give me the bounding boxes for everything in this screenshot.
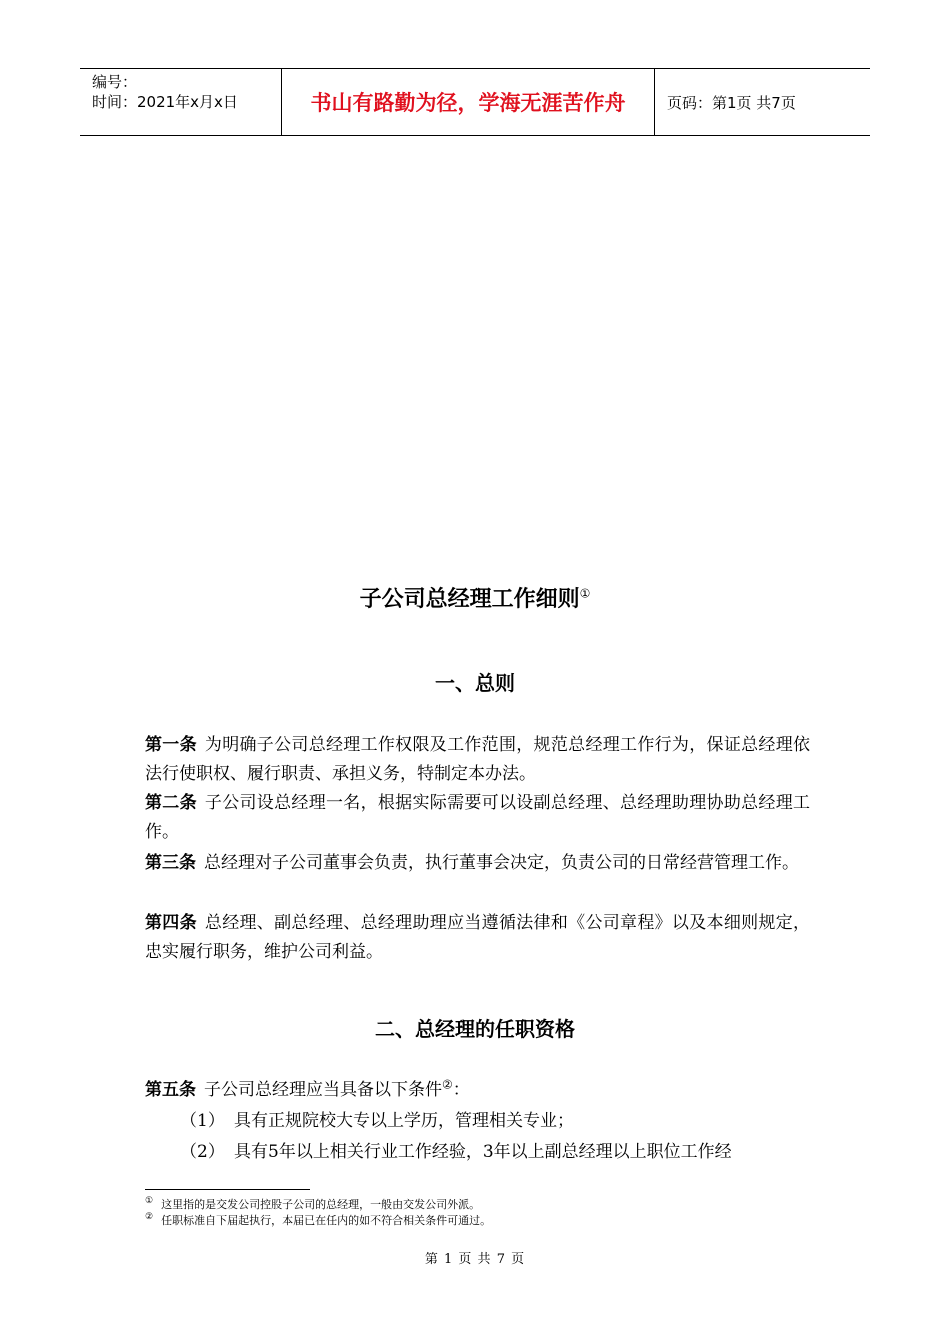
list-item: [180, 1138, 810, 1167]
page-number-footer: 第 1 页 共 7 页: [424, 1252, 526, 1267]
article-text-suffix: ：: [452, 1080, 470, 1100]
article-2: [145, 789, 810, 847]
page-header: [80, 68, 870, 136]
article-1: [145, 731, 810, 789]
document-title: [0, 582, 950, 613]
footnote-2: [145, 1213, 810, 1228]
article-label: 第五条: [145, 1080, 196, 1100]
header-motto: 书山有路勤为径，学海无涯苦作舟: [281, 69, 655, 135]
article-3: [145, 849, 810, 878]
title-footnote-ref[interactable]: ①: [579, 586, 591, 601]
article-label: 第三条: [145, 853, 196, 873]
footnote-separator: [145, 1189, 310, 1190]
article-text: 总经理对子公司董事会负责，执行董事会决定，负责公司的日常经营管理工作。: [204, 853, 799, 873]
footnote-1: [145, 1197, 810, 1212]
footnote-text: 任职标准自下届起执行，本届已在任内的如不符合相关条件可通过。: [161, 1214, 492, 1227]
article-label: 第二条: [145, 793, 197, 813]
article-text: 子公司设总经理一名，根据实际需要可以设副总经理、总经理助理协助总经理工作。: [145, 793, 811, 842]
article-label: 第一条: [145, 735, 197, 755]
list-item-text: 具有正规院校大专以上学历，管理相关专业；: [234, 1111, 574, 1131]
footnote-mark: ①: [145, 1196, 154, 1207]
header-time-label: 时间：2021年x月x日: [92, 93, 238, 111]
header-left-cell: [80, 69, 281, 135]
article-label: 第四条: [145, 913, 197, 933]
article-text: 总经理、副总经理、总经理助理应当遵循法律和《公司章程》以及本细则规定，忠实履行职务，维护公司利益。: [145, 913, 811, 962]
article-5: [145, 1076, 810, 1105]
section-heading-general: 一、总则: [435, 671, 515, 695]
article-text: 为明确子公司总经理工作权限及工作范围，规范总经理工作行为，保证总经理依法行使职权、履行职责、承担义务，特制定本办法。: [145, 735, 811, 784]
header-page-info: 页码：第1页 共7页: [667, 93, 796, 112]
list-item: [180, 1107, 810, 1136]
header-number-label: 编号：: [92, 73, 138, 91]
footnote-text: 这里指的是交发公司控股子公司的总经理，一般由交发公司外派。: [161, 1198, 481, 1211]
section-heading-qualifications: 二、总经理的任职资格: [375, 1017, 575, 1041]
article-4: [145, 909, 810, 967]
article-text: 子公司总经理应当具备以下条件: [204, 1080, 442, 1100]
list-item-number: （2）: [180, 1142, 225, 1162]
article-5-footnote-ref[interactable]: ②: [442, 1077, 453, 1092]
list-item-text: 具有5年以上相关行业工作经验，3年以上副总经理以上职位工作经: [234, 1142, 732, 1162]
footnote-mark: ②: [145, 1212, 154, 1223]
list-item-number: （1）: [180, 1111, 225, 1131]
document-title-text: 子公司总经理工作细则: [359, 587, 580, 612]
